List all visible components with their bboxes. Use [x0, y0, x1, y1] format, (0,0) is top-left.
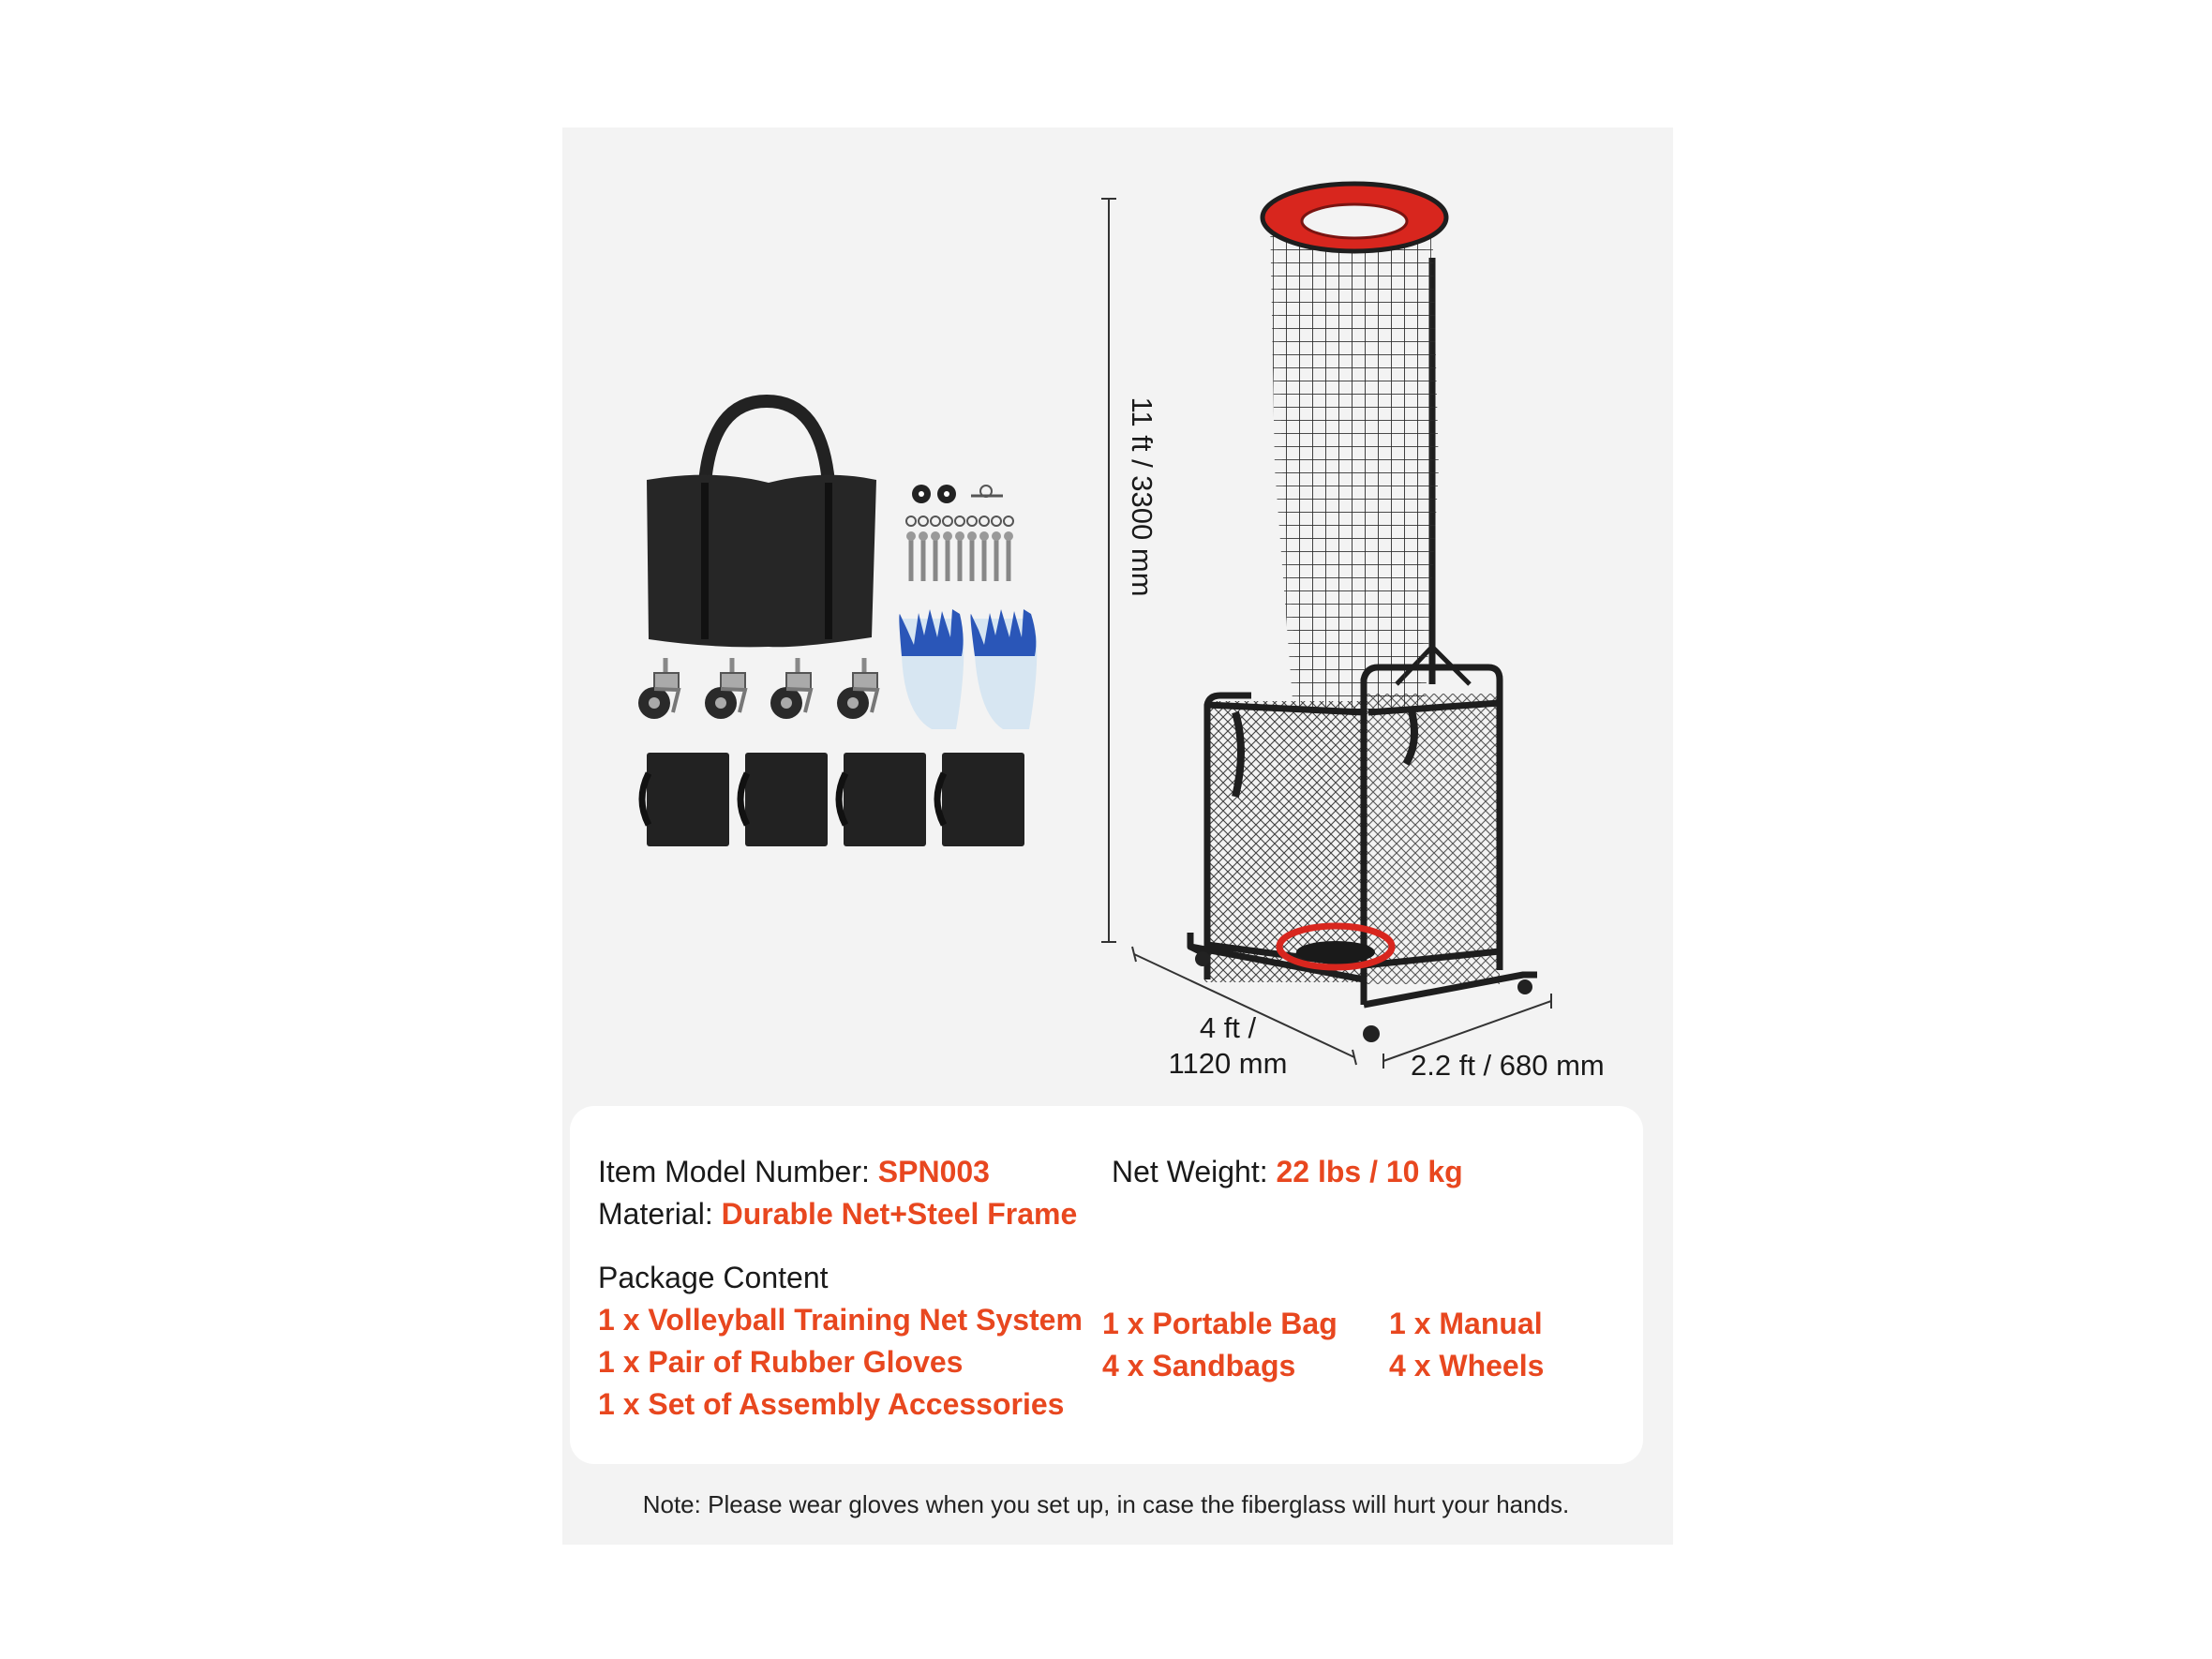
volleyball-training-net-image [1190, 184, 1537, 1042]
portable-bag-image [647, 401, 876, 647]
height-dimension-line [1101, 199, 1116, 942]
wheel-icon [705, 658, 745, 719]
wheels-image [638, 658, 877, 719]
material-label: Material: [598, 1197, 713, 1231]
package-content-heading: Package Content [598, 1261, 829, 1294]
model-number-row [598, 1153, 990, 1190]
length-dimension-line1: 4 ft / [1199, 1011, 1257, 1044]
package-item: 1 x Pair of Rubber Gloves [598, 1345, 964, 1379]
wheel-icon [770, 658, 811, 719]
package-item: 4 x Wheels [1389, 1349, 1545, 1382]
length-dimension-label [1162, 1010, 1293, 1082]
assembly-accessories-image [906, 485, 1013, 581]
note-label: Note: [642, 1490, 701, 1518]
model-number-label: Item Model Number: [598, 1155, 870, 1188]
package-item: 1 x Manual [1389, 1307, 1543, 1340]
package-item: 4 x Sandbags [1102, 1349, 1296, 1382]
net-weight-row [1112, 1153, 1463, 1190]
net-weight-label: Net Weight: [1112, 1155, 1268, 1188]
length-dimension-line2: 1120 mm [1168, 1047, 1288, 1080]
package-item: 1 x Portable Bag [1102, 1307, 1338, 1340]
sandbag-icon [937, 753, 1024, 846]
net-weight-value: 22 lbs / 10 kg [1276, 1155, 1463, 1188]
height-dimension-label: 11 ft / 3300 mm [1126, 396, 1158, 597]
package-item: 1 x Volleyball Training Net System [598, 1303, 1083, 1337]
width-dimension-label: 2.2 ft / 680 mm [1411, 1049, 1605, 1082]
note-text: Please wear gloves when you set up, in case the fiberglass will hurt your hands. [700, 1490, 1570, 1518]
material-value: Durable Net+Steel Frame [721, 1197, 1078, 1231]
safety-note [0, 1490, 2212, 1519]
sandbag-icon [740, 753, 828, 846]
sandbag-icon [839, 753, 926, 846]
material-row [598, 1195, 1077, 1233]
wheel-icon [837, 658, 877, 719]
rubber-gloves-image [899, 609, 1037, 729]
package-item: 1 x Set of Assembly Accessories [598, 1387, 1065, 1421]
sandbag-icon [642, 753, 729, 846]
wheel-icon [638, 658, 679, 719]
model-number-value: SPN003 [877, 1155, 990, 1188]
sandbags-image [642, 753, 1024, 846]
